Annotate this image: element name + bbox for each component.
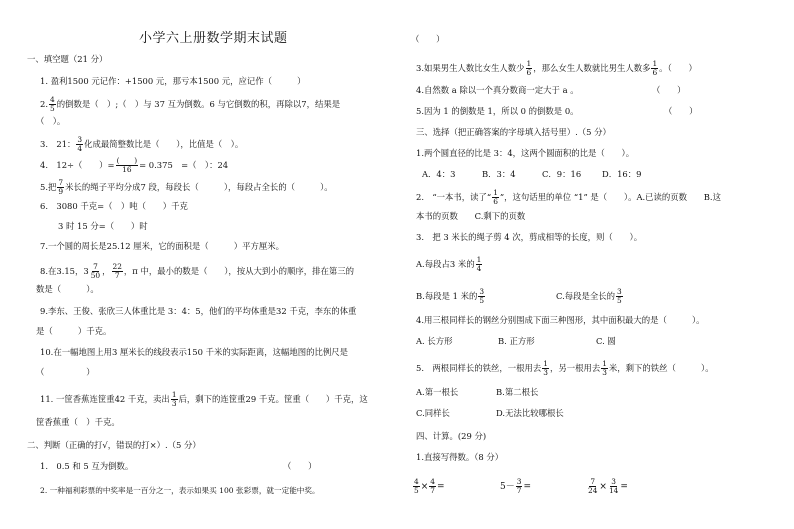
question-6b: 3 时 15 分=（ ）时: [58, 221, 148, 231]
section-fill-blanks-heading: 一、填空题（21 分）: [27, 54, 108, 64]
question-2: 2. $\frac{4}{5}$ 的倒数是（ ）;（ ）与 37 互为倒数。6 与它倒数的积，再除以7，结果是: [40, 95, 341, 113]
calc-problem-3: $\frac{7}{24}$ × $\frac{3}{14}$ =: [588, 477, 628, 495]
choice-1-option-b: B．3：4: [482, 169, 516, 179]
judgement-1-answer-paren: （ ）: [283, 461, 317, 471]
choice-1: 1.两个圆直径的比是 3：4，这两个圆面积的比是（ ）。: [416, 148, 635, 158]
question-10: 10.在一幅地图上用3 厘米长的线段表示150 千米的实际距离，这幅地图的比例尺是: [40, 347, 348, 357]
judgement-1: 1. 0.5 和 5 互为倒数。: [40, 461, 134, 471]
question-5: 5.把 $\frac{7}{9}$ 米长的绳子平均分成7 段，每段长（ ），每段占全长的（ ）。: [40, 178, 333, 196]
question-6a: 6. 3080 千克=（ ）吨（ ）千克: [40, 201, 188, 211]
choice-5-option-d: D.无法比较哪根长: [496, 408, 564, 418]
choice-4-option-b: B. 正方形: [498, 336, 535, 346]
section-choice-heading: 三、选择（把正确答案的字母填入括号里）.（5 分）: [416, 127, 611, 137]
judgement-4-answer-paren: （ ）: [652, 85, 686, 95]
question-8: 8.在3.15，3 $\frac{7}{50}$ ， $\frac{22}{7}$ ，π 中，最小的数是（ ），按从大到小的顺序，排在第三的: [40, 262, 355, 280]
question-11-continued: 筐香蕉重（ ）千克。: [36, 417, 120, 427]
judgement-2-answer-paren: （ ）: [411, 34, 445, 44]
question-3: 3. 21： $\frac{3}{4}$ 化成最简整数比是（ ），比值是（ ）。: [40, 135, 244, 153]
choice-4-option-a: A. 长方形: [416, 336, 453, 346]
fraction: $\frac{4}{5}$: [50, 95, 55, 113]
question-4: 4. 12÷（ ）= $\frac{( )}{16}$ = 0.375 =（ ）：24: [40, 156, 229, 174]
page-title: 小学六上册数学期末试题: [139, 31, 288, 46]
calc-problem-2: 5－ $\frac{3}{7}$ =: [500, 477, 531, 495]
judgement-5-answer-paren: （ ）: [664, 106, 698, 116]
choice-1-option-c: C．9：16: [542, 169, 582, 179]
choice-5-option-c: C.同样长: [416, 408, 450, 418]
question-7: 7.一个圆的周长是25.12 厘米，它的面积是（ ）平方厘米。: [40, 241, 285, 251]
choice-1-option-d: D．16：9: [602, 169, 642, 179]
question-1: 1. 盈利1500 元记作：+1500 元，那亏本1500 元，应记作（ ）: [40, 76, 306, 86]
section-calculation-heading: 四、计算。(29 分): [416, 431, 487, 441]
question-9-continued: 是（ ）千克。: [36, 326, 112, 336]
choice-3-option-a: A.每段占3 米的 $\frac{1}{4}$: [416, 255, 482, 273]
judgement-4: 4.自然数 a 除以一个真分数商一定大于 a 。: [416, 85, 579, 95]
calc-problem-1: $\frac{4}{5}$ × $\frac{4}{7}$ =: [414, 477, 445, 495]
judgement-2: 2. 一种福利彩票的中奖率是一百分之一，表示如果买 100 张彩票，就一定能中奖。: [40, 486, 320, 495]
choice-4: 4.用三根同样长的钢丝分别围成下面三种图形，其中面积最大的是（ ）。: [416, 315, 705, 325]
question-2-continued: （ ）。: [36, 116, 66, 126]
section-judgement-heading: 二、判断（正确的打√，错误的打×）.（5 分）: [27, 440, 201, 450]
question-11: 11. 一筐香蕉连筐重42 千克，卖出 $\frac{1}{3}$ 后，剩下的连筐重29 千克。筐重（ ）千克，这: [40, 390, 368, 408]
choice-2-continued: 本书的页数 C.剩下的页数: [416, 211, 526, 221]
judgement-5: 5.因为 1 的倒数是 1，所以 0 的倒数是 0。: [416, 106, 579, 116]
question-10-continued: （ ）: [36, 367, 95, 377]
question-8-continued: 数是（ ）。: [36, 284, 99, 294]
choice-3: 3. 把 3 米长的绳子剪 4 次，剪成相等的长度，则（ ）。: [416, 232, 643, 242]
calculation-part-1-heading: 1.直接写得数。（8 分）: [416, 452, 504, 462]
question-9: 9.李东、王俊、张欣三人体重比是 3：4：5，他们的平均体重是32 千克，李东的体重: [40, 306, 357, 316]
choice-5-option-a: A.第一根长: [416, 387, 459, 397]
choice-5: 5. 两根同样长的铁丝，一根用去 $\frac{1}{3}$ ，另一根用去 $\frac{1}{3}$ 米，剩下的铁丝（ ）。: [416, 359, 714, 377]
choice-3-option-b: B.每段是 1 米的 $\frac{3}{5}$: [416, 287, 485, 305]
choice-5-option-b: B.第二根长: [496, 387, 539, 397]
choice-2: 2. “一本书，读了“ $\frac{1}{6}$ ”，这句话里的单位 “1” 是（ ）。A.已读的页数 B.这: [416, 188, 721, 206]
choice-3-option-c: C.每段是全长的 $\frac{3}{5}$: [556, 287, 622, 305]
choice-1-option-a: A．4：3: [422, 169, 456, 179]
choice-4-option-c: C. 圆: [596, 336, 616, 346]
judgement-3: 3.如果男生人数比女生人数少 $\frac{1}{6}$ ，那么女生人数就比男生人数多 $\frac{1}{6}$ 。（ ）: [416, 59, 697, 77]
